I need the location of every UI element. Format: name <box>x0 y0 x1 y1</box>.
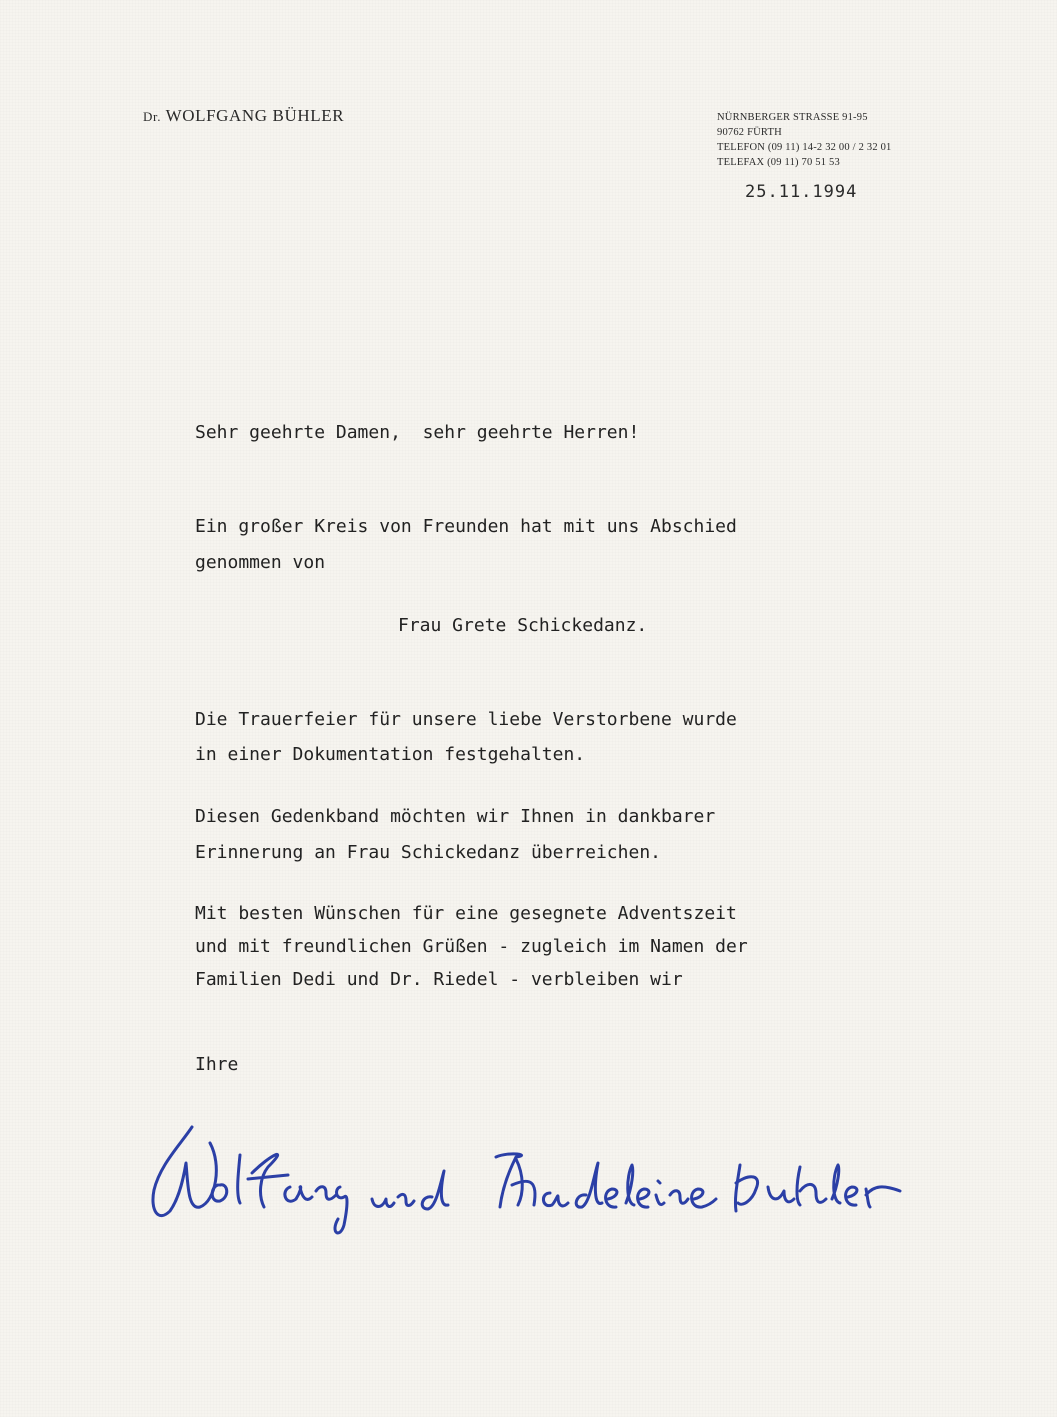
address-phone: TELEFON (09 11) 14-2 32 00 / 2 32 01 <box>717 142 892 153</box>
address-fax: TELEFAX (09 11) 70 51 53 <box>717 157 840 168</box>
paragraph-2-line-2: in einer Dokumentation festgehalten. <box>195 744 586 765</box>
handwritten-signature <box>140 1115 930 1255</box>
salutation: Sehr geehrte Damen, sehr geehrte Herren! <box>195 422 640 443</box>
sender-name: WOLFGANG BÜHLER <box>165 106 345 125</box>
paragraph-3-line-1: Diesen Gedenkband möchten wir Ihnen in dankbarer <box>195 806 716 827</box>
closing: Ihre <box>195 1054 239 1075</box>
sender-prefix: Dr. <box>143 109 162 124</box>
address-street: NÜRNBERGER STRASSE 91-95 <box>717 112 868 123</box>
paragraph-2-line-1: Die Trauerfeier für unsere liebe Verstorbene wurde <box>195 709 737 730</box>
paragraph-4-line-1: Mit besten Wünschen für eine gesegnete Adventszeit <box>195 903 737 924</box>
paragraph-1-line-1: Ein großer Kreis von Freunden hat mit uns Abschied <box>195 516 737 537</box>
paragraph-1-line-2: genommen von <box>195 552 326 573</box>
paragraph-4-line-2: und mit freundlichen Grüßen - zugleich im Namen der <box>195 936 748 957</box>
letterhead-address <box>717 110 892 170</box>
deceased-name: Frau Grete Schickedanz. <box>398 615 648 636</box>
letterhead-sender <box>143 106 344 126</box>
paragraph-4-line-3: Familien Dedi und Dr. Riedel - verbleiben wir <box>195 969 683 990</box>
signature-drawing <box>140 1115 930 1255</box>
paragraph-3-line-2: Erinnerung an Frau Schickedanz überreichen. <box>195 842 661 863</box>
address-city: 90762 FÜRTH <box>717 127 782 138</box>
letter-date: 25.11.1994 <box>745 182 858 202</box>
